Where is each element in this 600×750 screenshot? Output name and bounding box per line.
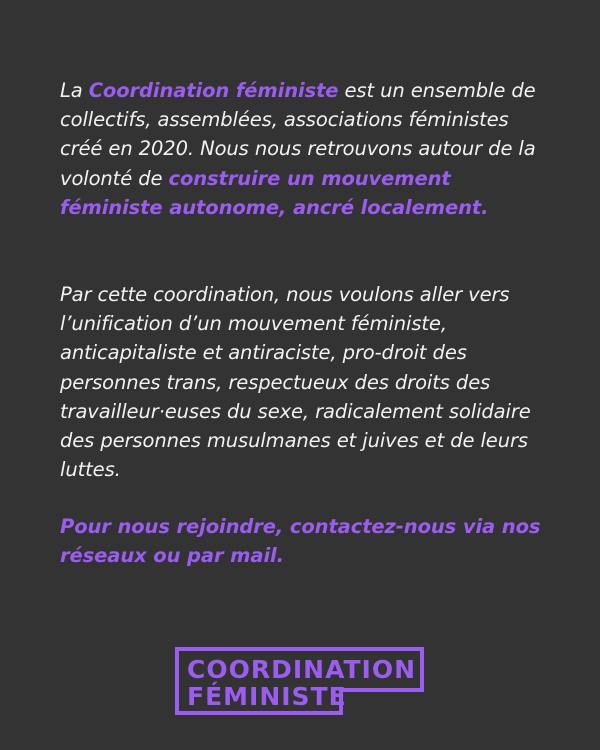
intro-middle: est un ensemble de collectifs, assemblées, associations féministes créé en 2020. Nous nous retrouvons autour de la volonté de xyxy=(60,79,536,190)
logo-line1: COORDINATION xyxy=(187,655,417,684)
values-paragraph: Par cette coordination, nous voulons aller vers l’unification d’un mouvement féministe, anticapitaliste et antiraciste, pro-droit des personnes trans, respectueux des droits des travailleur·euses du sexe, radicalement solidaire des personnes musulmanes et juives et de leurs luttes. xyxy=(60,283,531,482)
logo-svg xyxy=(173,645,427,717)
logo-line2: FÉMINISTE xyxy=(187,682,347,711)
coordination-feministe-logo xyxy=(173,645,427,717)
join-paragraph: Pour nous rejoindre, contactez-nous via nos réseaux ou par mail. xyxy=(60,515,541,568)
intro-highlight-goal: construire un mouvement féministe autonome, ancré localement. xyxy=(60,166,489,219)
intro-pre: La xyxy=(60,79,89,102)
intro-highlight-name: Coordination féministe xyxy=(88,79,339,102)
intro-paragraph xyxy=(60,76,540,222)
